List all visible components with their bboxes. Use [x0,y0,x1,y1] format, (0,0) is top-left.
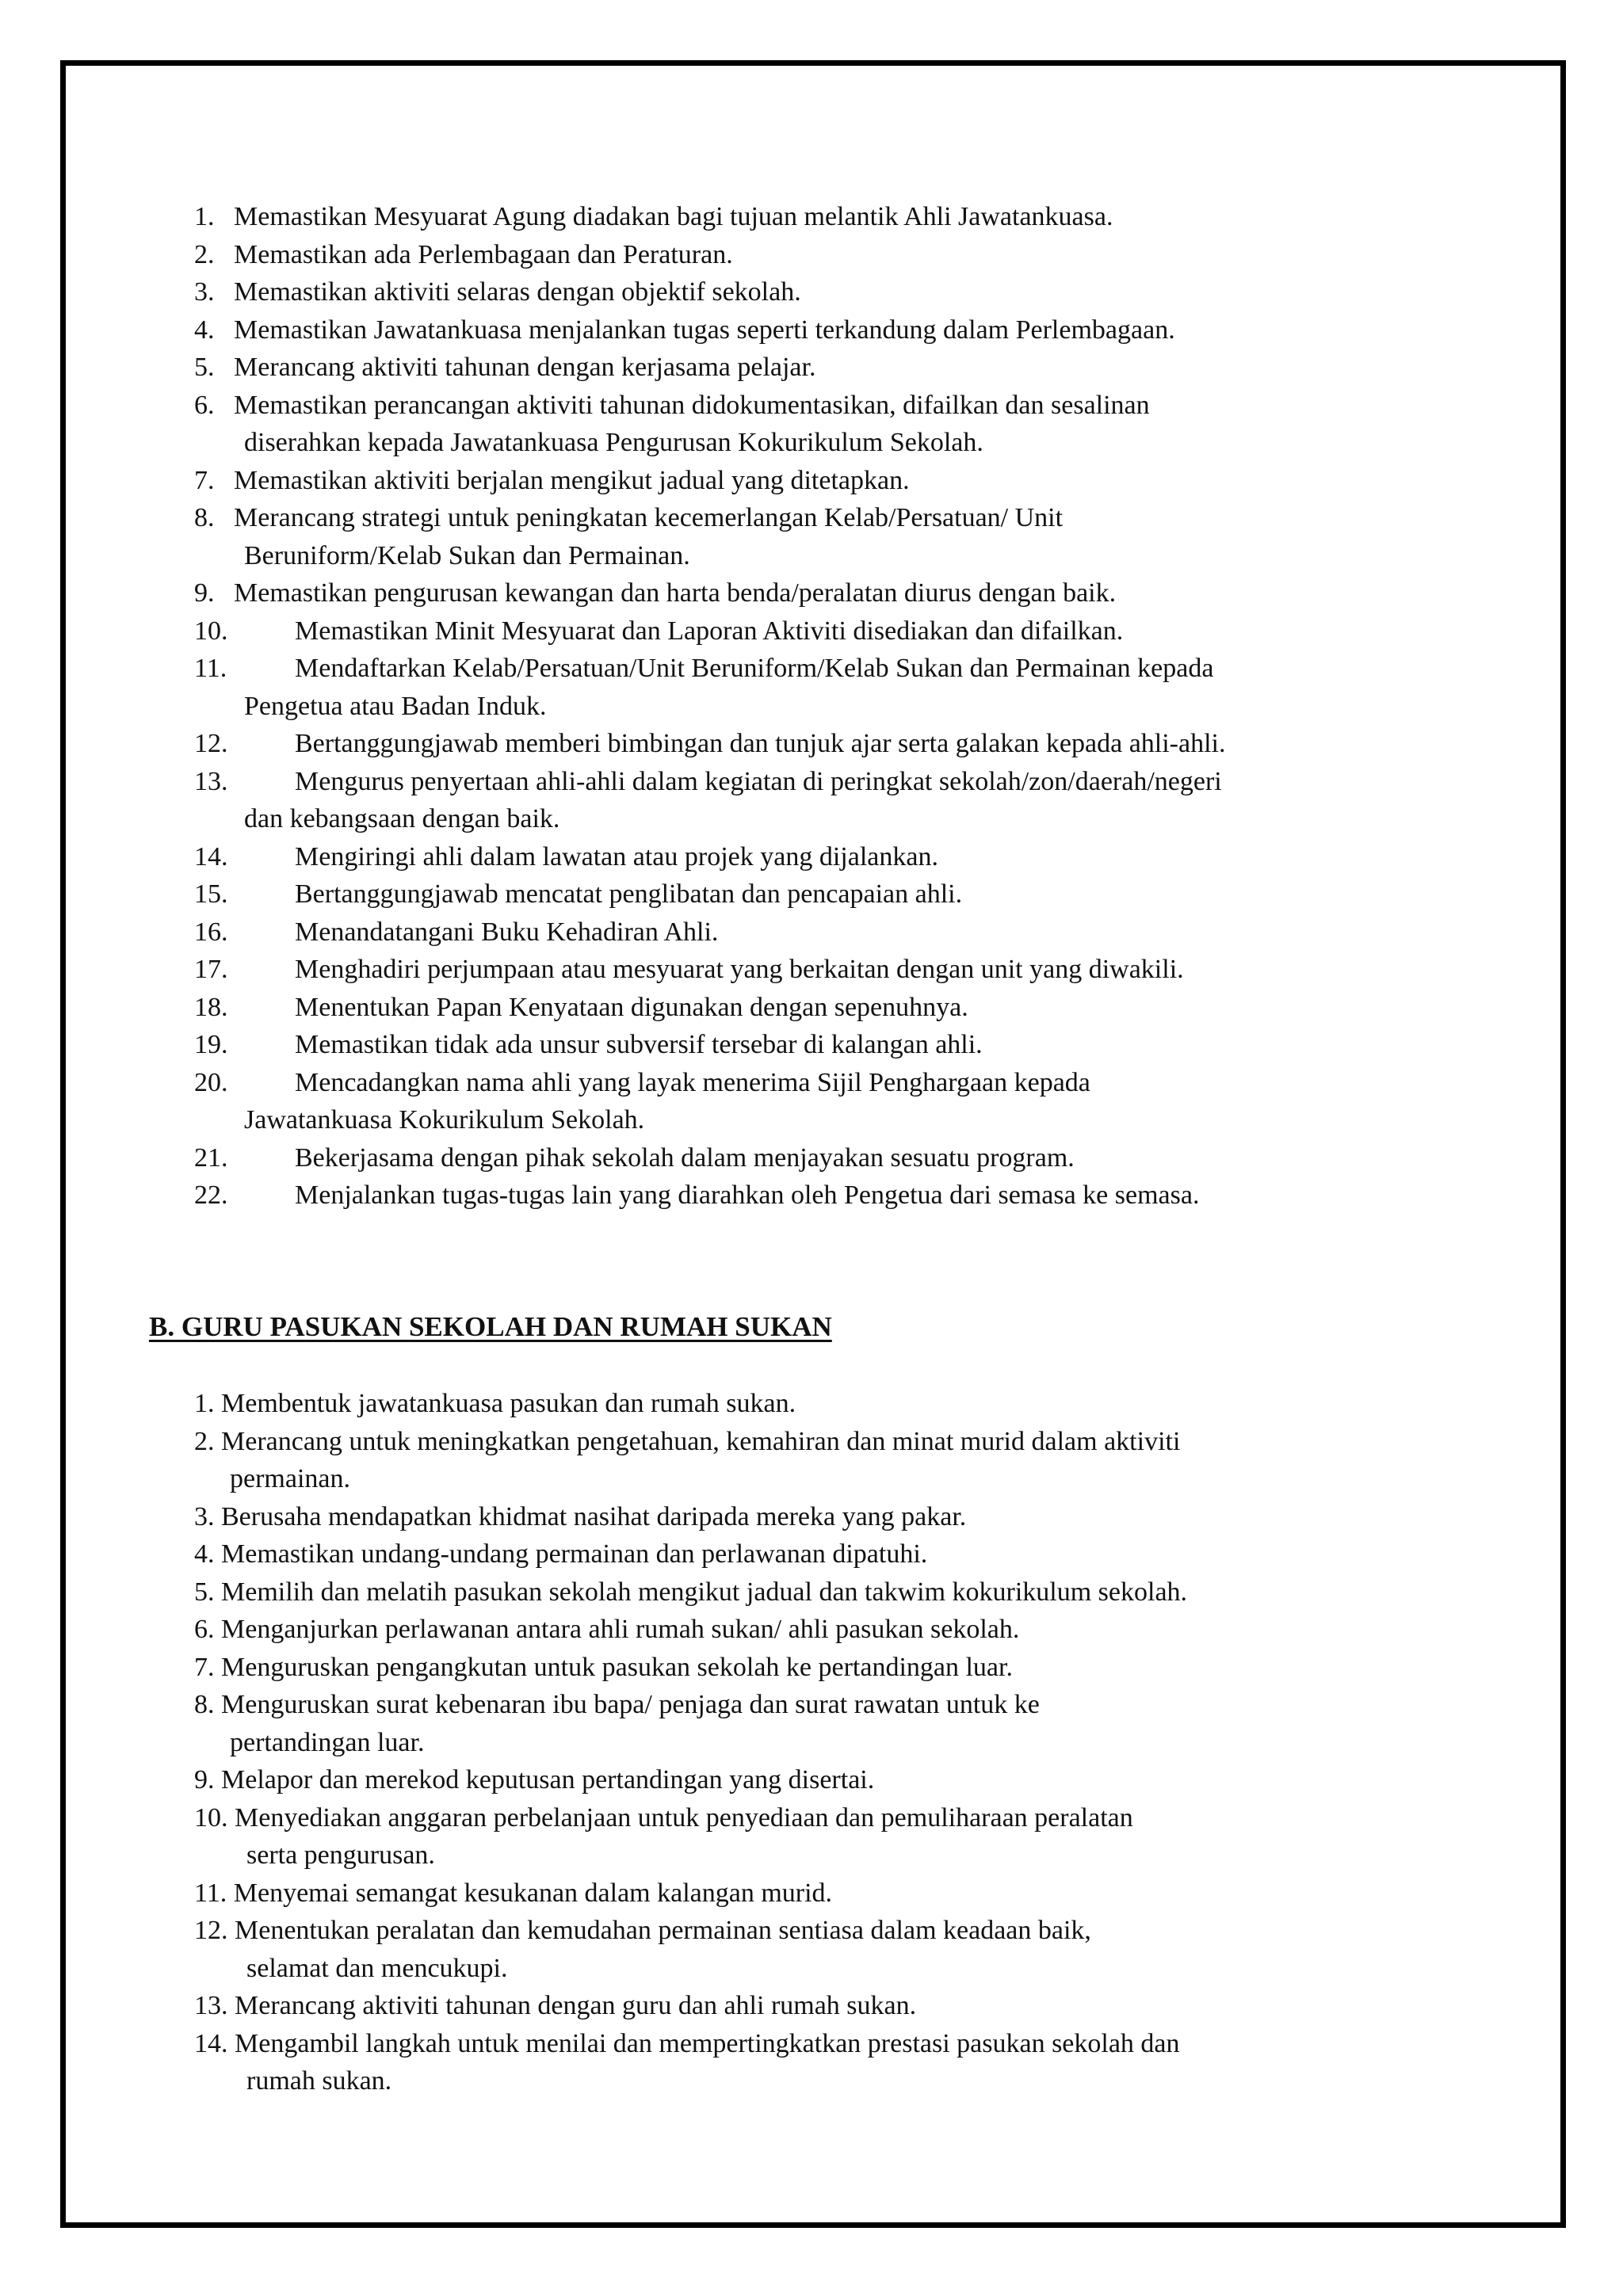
list-item [194,1139,1478,1177]
list-item-text: Berusaha mendapatkan khidmat nasihat daripada mereka yang pakar. [221,1501,967,1531]
duties-list-a [194,198,1478,1215]
list-item-number: 4. [194,1539,215,1569]
list-item [194,1912,1494,1987]
list-item-number: 3. [194,277,215,307]
list-item-number: 11. [194,654,227,683]
list-item-number: 10. [194,1802,228,1833]
list-item [194,574,1478,612]
list-item-continuation: selamat dan mencukupi. [246,1953,508,1983]
list-item [194,1385,1494,1423]
list-item [194,1573,1494,1611]
list-item [194,462,1478,500]
list-item-text: Mengurus penyertaan ahli-ahli dalam kegiatan di peringkat sekolah/zon/daerah/negeri [295,766,1222,796]
list-item [194,387,1478,462]
list-item-number: 20. [194,1067,228,1097]
list-item-number: 14. [194,841,228,871]
list-item-text: Memastikan perancangan aktiviti tahunan didokumentasikan, difailkan dan sesalinan [234,390,1150,420]
list-item [194,1875,1494,1913]
list-item-text: Melapor dan merekod keputusan pertandingan yang disertai. [221,1765,875,1794]
list-item-number: 10. [194,616,228,646]
list-item-text: Menentukan Papan Kenyataan digunakan dengan sepenuhnya. [295,992,968,1022]
list-item-text: Merancang strategi untuk peningkatan kecemerlangan Kelab/Persatuan/ Unit [234,503,1064,532]
list-item [194,273,1478,311]
list-item [194,2025,1494,2100]
list-item-number: 12. [194,1916,228,1945]
list-item-number: 2. [194,239,215,269]
list-item-text: Menyemai semangat kesukanan dalam kalangan murid. [233,1878,833,1908]
list-item-text: Memastikan ada Perlembagaan dan Peraturan. [234,239,733,269]
list-item-text: Menguruskan surat kebenaran ibu bapa/ penjaga dan surat rawatan untuk ke [221,1690,1040,1719]
list-item [194,311,1478,349]
list-item-text: Menandatangani Buku Kehadiran Ahli. [295,917,719,947]
list-item [194,838,1478,876]
list-item [194,989,1478,1027]
list-item [194,1498,1494,1536]
list-item [194,1799,1494,1875]
list-item-text: Menyediakan anggaran perbelanjaan untuk penyediaan dan pemuliharaan peralatan [235,1802,1133,1833]
list-item [194,763,1478,838]
list-item [194,1423,1494,1498]
list-item-text: Membentuk jawatankuasa pasukan dan rumah sukan. [221,1389,796,1418]
list-item-number: 7. [194,1652,215,1682]
list-item-number: 9. [194,1765,215,1794]
list-item-continuation: Beruniform/Kelab Sukan dan Permainan. [244,540,690,570]
list-item-number: 15. [194,879,228,909]
list-item-continuation: serta pengurusan. [246,1840,435,1870]
list-item-number: 6. [194,390,215,420]
list-item-text: Memastikan tidak ada unsur subversif tersebar di kalangan ahli. [295,1030,983,1059]
list-item-number: 8. [194,503,215,532]
list-item [194,1064,1478,1139]
list-item-number: 1. [194,1389,215,1418]
list-item [194,349,1478,387]
list-item-number: 21. [194,1142,228,1173]
list-item-text: Memastikan pengurusan kewangan dan harta benda/peralatan diurus dengan baik. [234,578,1117,608]
list-item [194,951,1478,989]
duties-list-b [194,1385,1494,2100]
list-item-number: 3. [194,1501,215,1531]
list-item-text: Menganjurkan perlawanan antara ahli rumah sukan/ ahli pasukan sekolah. [221,1615,1020,1644]
list-item [194,236,1478,274]
list-item-continuation: Jawatankuasa Kokurikulum Sekolah. [244,1105,645,1135]
list-item-number: 9. [194,578,215,608]
list-item [194,875,1478,913]
section-b-heading: B. GURU PASUKAN SEKOLAH DAN RUMAH SUKAN [149,1311,832,1342]
list-item [194,725,1478,763]
list-item-number: 14. [194,2028,228,2058]
list-item-number: 13. [194,766,228,796]
list-item [194,1987,1494,2025]
list-item-text: Memastikan aktiviti berjalan mengikut jadual yang ditetapkan. [234,465,910,495]
list-item-text: Memastikan aktiviti selaras dengan objektif sekolah. [234,277,801,307]
list-item-number: 8. [194,1690,215,1719]
list-item-text: Memastikan Jawatankuasa menjalankan tugas seperti terkandung dalam Perlembagaan. [234,315,1175,345]
list-item [194,1649,1494,1687]
list-item-continuation: Pengetua atau Badan Induk. [244,691,547,721]
list-item-text: Memastikan Mesyuarat Agung diadakan bagi tujuan melantik Ahli Jawatankuasa. [234,202,1113,231]
list-item-number: 16. [194,917,228,947]
list-item-text: Mengiringi ahli dalam lawatan atau projek yang dijalankan. [295,841,938,871]
list-item-continuation: diserahkan kepada Jawatankuasa Pengurusan Kokurikulum Sekolah. [244,428,983,457]
list-item [194,499,1478,574]
list-item-number: 5. [194,353,215,382]
list-item [194,1611,1494,1649]
list-item-number: 19. [194,1030,228,1059]
list-item-number: 7. [194,465,215,495]
list-item-text: Merancang aktiviti tahunan dengan kerjasama pelajar. [234,353,816,382]
list-item [194,1761,1494,1799]
list-item-number: 1. [194,202,215,231]
list-item-text: Bertanggungjawab memberi bimbingan dan tunjuk ajar serta galakan kepada ahli-ahli. [295,729,1226,758]
list-item-text: Memastikan Minit Mesyuarat dan Laporan Aktiviti disediakan dan difailkan. [295,616,1124,646]
list-item-text: Memastikan undang-undang permainan dan perlawanan dipatuhi. [221,1539,928,1569]
list-item [194,1177,1478,1215]
list-item-number: 18. [194,992,228,1022]
list-item-continuation: dan kebangsaan dengan baik. [244,804,560,833]
list-item-number: 22. [194,1180,228,1210]
list-item-continuation: pertandingan luar. [230,1727,425,1757]
list-item-number: 13. [194,1991,228,2020]
list-item-text: Menjalankan tugas-tugas lain yang diarahkan oleh Pengetua dari semasa ke semasa. [295,1180,1200,1210]
list-item-text: Mencadangkan nama ahli yang layak menerima Sijil Penghargaan kepada [295,1067,1090,1097]
list-item-number: 11. [194,1878,227,1908]
list-item-text: Bekerjasama dengan pihak sekolah dalam menjayakan sesuatu program. [295,1142,1075,1173]
list-item-text: Menentukan peralatan dan kemudahan permainan sentiasa dalam keadaan baik, [235,1916,1091,1945]
list-item [194,612,1478,650]
list-item-text: Merancang untuk meningkatkan pengetahuan, kemahiran dan minat murid dalam aktiviti [221,1426,1181,1456]
list-item [194,650,1478,725]
list-item-text: Bertanggungjawab mencatat penglibatan dan pencapaian ahli. [295,879,963,909]
list-item-number: 6. [194,1615,215,1644]
list-item-number: 5. [194,1577,215,1607]
list-item-text: Mengambil langkah untuk menilai dan mempertingkatkan prestasi pasukan sekolah dan [235,2028,1180,2058]
list-item [194,913,1478,952]
list-item-number: 2. [194,1426,215,1456]
list-item-text: Memilih dan melatih pasukan sekolah mengikut jadual dan takwim kokurikulum sekolah. [221,1577,1188,1607]
list-item-number: 12. [194,729,228,758]
list-item-text: Mendaftarkan Kelab/Persatuan/Unit Beruniform/Kelab Sukan dan Permainan kepada [295,654,1214,683]
list-item [194,1535,1494,1573]
list-item-text: Menghadiri perjumpaan atau mesyuarat yang berkaitan dengan unit yang diwakili. [295,955,1184,984]
list-item-number: 17. [194,955,228,984]
list-item-text: Merancang aktiviti tahunan dengan guru dan ahli rumah sukan. [235,1991,917,2020]
list-item [194,1026,1478,1064]
list-item [194,198,1478,236]
list-item-text: Menguruskan pengangkutan untuk pasukan sekolah ke pertandingan luar. [221,1652,1013,1682]
list-item [194,1686,1494,1761]
list-item-number: 4. [194,315,215,345]
list-item-continuation: permainan. [230,1464,350,1493]
list-item-continuation: rumah sukan. [246,2066,392,2096]
